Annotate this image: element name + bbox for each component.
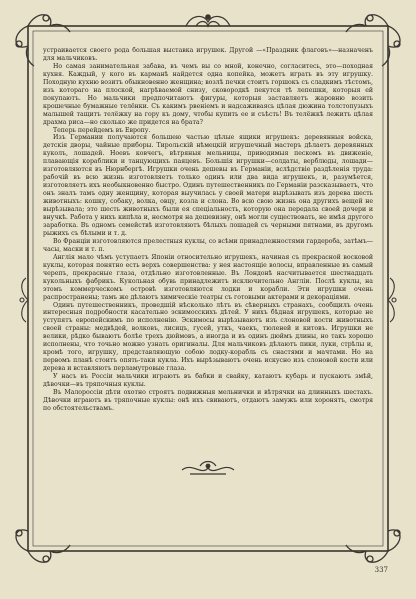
paragraph: устраивается своего рода большая выставка игрушек. Другой —«Праздник флаговъ»—назначенъ для мальчиковъ. — [43, 47, 373, 62]
paragraph: Теперь перейдемъ въ Европу. — [53, 126, 151, 134]
paragraph: У насъ въ Россіи мальчики играютъ въ бабки и свайку, катаютъ кубарь и пускаютъ змѣй, дѣвочки—въ тряпочныя куклы. — [43, 373, 373, 389]
top-center-ornament — [186, 15, 230, 26]
paragraph: Англія мало чѣмъ уступаетъ Японіи относительно игрушекъ, начиная съ прекрасной восковой куклы, которая понятно есть верхъ совершенства: у нея настоящіе волосы, вправленные въ самый черепъ, прекрасные глаза, отдѣльно изготовленные. Въ Лондонѣ насчитывается шестнадцать кукольныхъ фабрикъ. Кукольная обувь принадлежитъ исключительно Англіи. Послѣ куклы, на этомъ коммерческомъ островѣ изготовляются лодки и корабли. Эти игрушки очень распространены; тамъ же дѣлаютъ химическіе театры съ готовыми актерами и декораціями. — [43, 253, 373, 301]
page-number: 337 — [374, 566, 388, 574]
paragraph: Въ Малороссіи дѣти охотно строятъ подвижныя мельнички и вѣтрячки на длинныхъ шестахъ. Дѣвочки играютъ въ тряпочные куклы: онѣ ихъ свиваютъ, отдаютъ замужъ или хоронятъ, смотря по обстоятельствамъ. — [43, 388, 373, 412]
paragraph: Но самая занимательная забава, въ чемъ вы со мной, конечно, согласитесь, это—походная кухня. Каждый, у кого въ карманѣ найдется одна копейка, можетъ играть въ эту игрушку. Походную кухню возитъ обыкновенно женщина; возлѣ печки стоитъ горшокъ съ сладкимъ тѣстомъ, изъ котораго на плоской, нагрѣваемой снизу, сковородкѣ пекутся тѣ лепешки, которыя ей покупаютъ. Но мальчики предпочитаютъ фигуры, которыя заставляетъ жаровню возить крошечные бумажные телёнки. Съ какимъ рвеніемъ и надсаживаясь цѣлая дюжина толстопузыхъ малышей тащитъ телёжку на гору къ дому, чтобы купить ее и съѣсть! Въ телёжкѣ лежитъ цѣлая драхма риса—но сколько же придется на брата? — [43, 62, 373, 126]
left-side-flourish — [20, 278, 28, 322]
paragraph: Во Франціи изготовляются прелестныя куклы, со всѣми принадлежностями гардероба, затѣмъ—часы, маски и т. п. — [43, 237, 373, 253]
paragraph: Изъ Германии получаются большею частью цѣлые ящики игрушекъ: деревянныя войска, детскія дворы, чайные приборы. Тирольскій нѣмецкій игрушечный мастеръ дѣлаетъ деревянных куколъ, лошадей. Ноевъ ковчегъ, вѣтряныя мельницы, приводимыя пескомъ въ движеніе, плавающія кораблики и танцующихъ паяцевъ. Большія игрушки—солдаты, верблюды, лошади—изготовляются въ Нюрнбергѣ. Игрушки очень дешевы въ Германіи, вслѣдствіе раздѣленія труда: рабочій въ всю жизнь изготовляетъ только одинъ или два вида игрушекъ, и, разумѣется, изготовляетъ ихъ необыкновенно быстро. Одинъ путешественникъ по Германіи разсказываетъ, что онъ зналъ тамъ одну женщину, которая выучилась у своей матери вырѣзывать изъ дерева шесть животныхъ: кошку, собаку, волка, овцу, козла и слона. Во всю свою жизнь она другихъ вещей не вырѣзывала; это шесть животныхъ были ея спеціальность, которую она передала своей дочери и внучкѣ. Работа у нихъ кипѣла и, несмотря на дешевизну, онѣ могли существовать, не имѣя другого заработка. Въ одномъ семействѣ изготовляютъ бѣлыхъ лошадей съ черными пятнами, въ другомъ рыжихъ съ бѣлыми и т. д. — [43, 134, 373, 237]
right-side-flourish — [388, 278, 396, 322]
bottom-center-ornament — [182, 462, 234, 475]
paragraph: Одинъ путешественникъ, проведшій нѣсколько лѣтъ въ сѣверныхъ странахъ, сообщилъ очень интересныя подробности касательно эскимосскихъ дѣтей. У нихъ бѣдная игрушекъ, которые не уступятъ европейскимъ по исполненію. Эскимосы вырѣзываютъ изъ слоновой кости животныхъ своей страны: медвѣдей, волковъ, лисицъ, гусей, уткъ, чаекъ, тюленей и китовъ. Игрушки не велики, рѣдко бываютъ болѣе трехъ дюймовъ, а иногда и въ одинъ дюймъ длины, но такъ хорошо исполнены, что точьно можно узнать оригиналы. Для мальчиковъ дѣлаютъ пики, луки, стрѣлы и, кромѣ того, игрушку, представляющую собою лодку-корабль съ снастями и мачтами. Но на первомъ планѣ стоитъ опять-таки кукла. Ихъ вырѣзываютъ очень искусно изъ слоновой кости или дерева и вставляютъ перламутровые глаза. — [43, 301, 373, 373]
article-text — [43, 47, 373, 462]
